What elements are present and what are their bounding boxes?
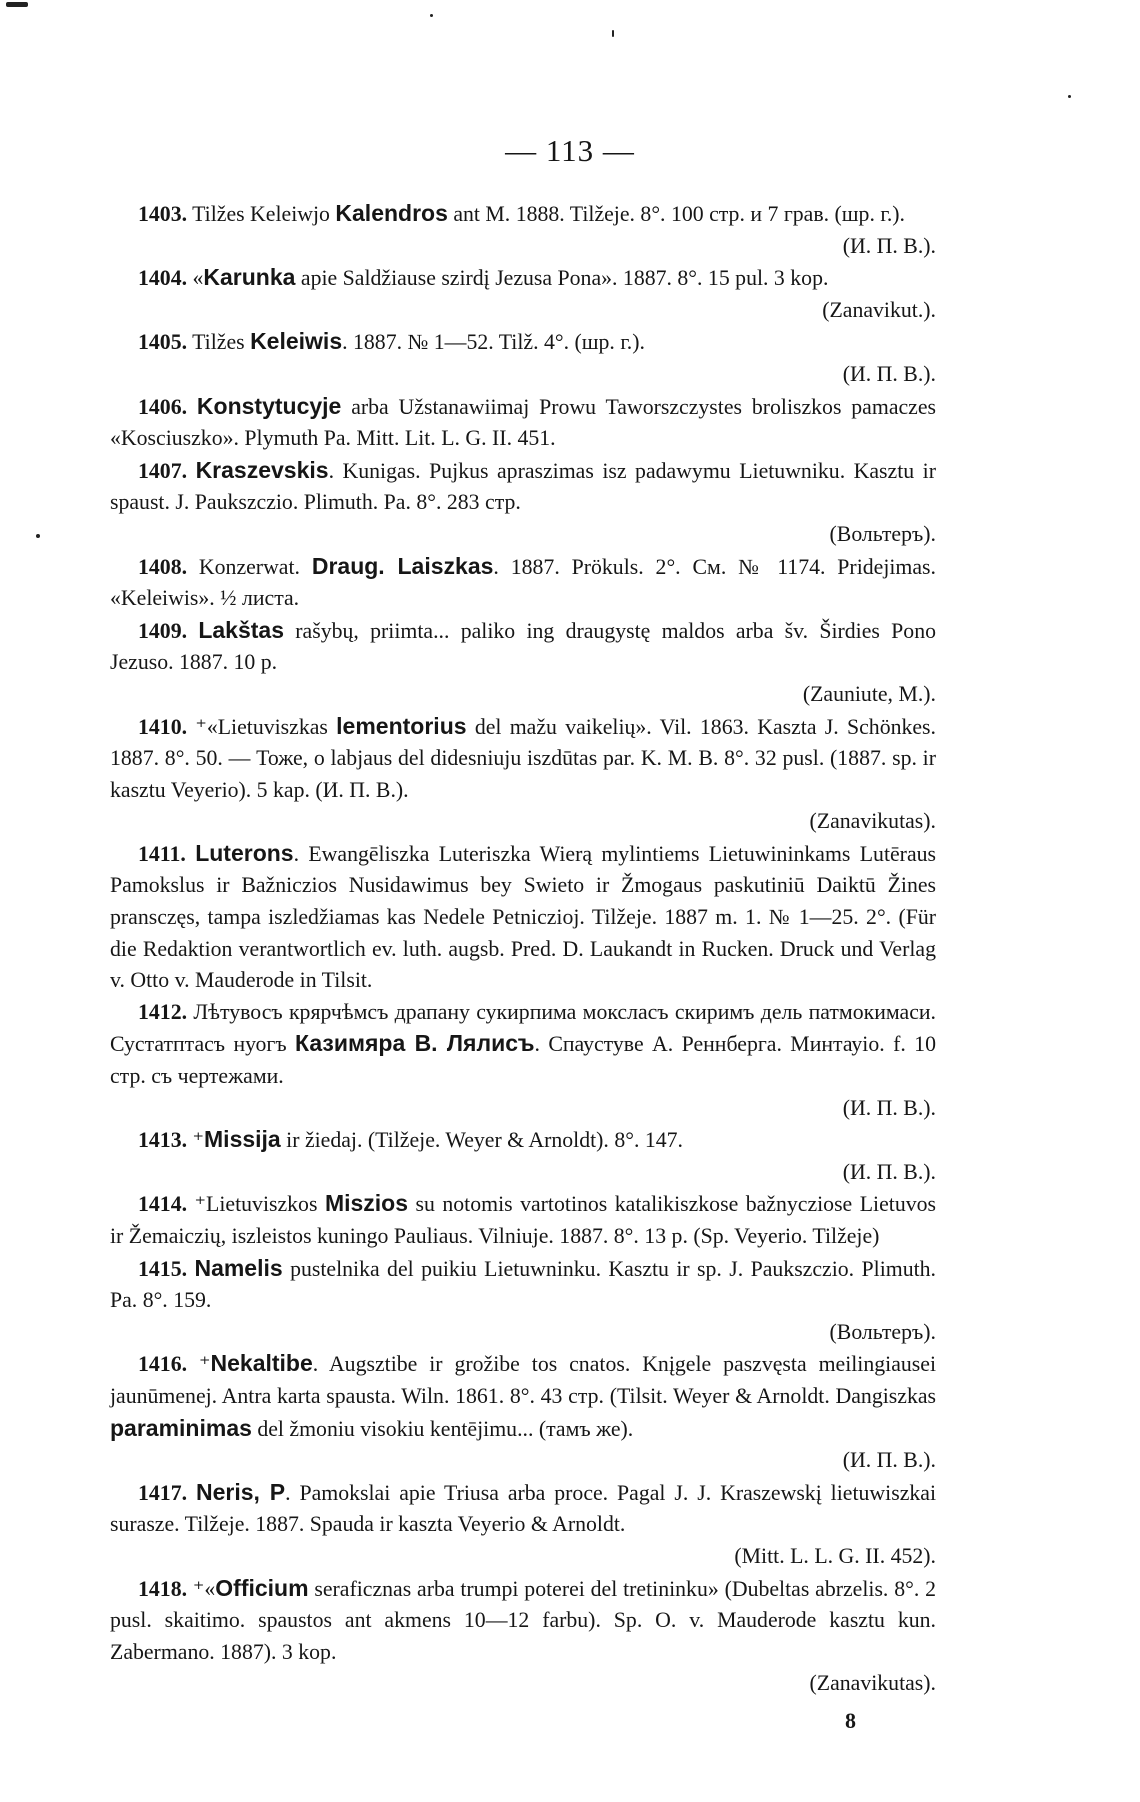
entry-description: seraficznas arba trumpi poterei del tretininku» (Dubeltas abrzelis. 8°. 2 pusl. skaitimo. spaustos ant akmens 10—12 farbu). Sp. O. v. Mauderode kasztu kun. Zabermano. 1887). 3 kop.: [110, 1576, 936, 1664]
entry-number: 1414.: [138, 1192, 188, 1217]
entry-number: 1407.: [138, 458, 188, 483]
bibliography-entry: [110, 198, 936, 262]
entry-description: pustelnika del puikiu Lietuwninku. Kasztu ir sp. J. Paukszczio. Plimuth. Pa. 8°. 159.: [110, 1256, 937, 1313]
entry-description: . Kunigas. Pujkus apraszimas isz padawymu Lietuwniku. Kasztu ir spaust. J. Paukszczio. Plimuth. Pa. 8°. 283 стр.: [110, 458, 936, 515]
bibliography-entry: [110, 391, 936, 455]
entry-prefix: Лѣтувосъ крярчѣмсъ драпану сукирпима моксласъ скиримъ дель патмокимаси. Сустатптасъ нуогъ: [110, 999, 936, 1057]
entry-text: [110, 711, 936, 807]
entry-title: Lakštas: [198, 616, 284, 643]
bibliography-entry: [110, 615, 936, 711]
entry-source: (И. П. В.).: [842, 1159, 936, 1184]
entry-source: (Zanavikutas).: [809, 809, 936, 834]
entry-number: 1410.: [138, 714, 188, 739]
entry-title: Draug. Laiszkas: [311, 552, 494, 579]
entry-description: del mažu vaikelių». Vil. 1863. Kaszta J. Schönkes. 1887. 8°. 50. — Тоже, o labjaus del didesniuju iszdūtas par. K. M. B. 8°. 32 pusl. (1887. sp. ir kasztu Veyerio). 5 kap. (И. П. В.).: [110, 714, 936, 802]
entry-title: Казимяра В. Лялисъ: [295, 1030, 535, 1057]
entry-prefix: ⁺: [198, 1352, 211, 1377]
entry-text: [110, 997, 936, 1093]
entry-prefix: ⁺: [192, 1128, 205, 1153]
entry-number: 1417.: [138, 1480, 188, 1505]
entry-source: (Zanavikutas).: [809, 1671, 936, 1696]
bibliography-entry: [110, 838, 936, 997]
entry-description: ir žiedaj. (Tilžeje. Weyer & Arnoldt). 8°. 147.: [280, 1128, 683, 1153]
entry-number: 1413.: [138, 1128, 188, 1153]
entry-description: . Pamokslai apie Triusa arba proce. Pagal J. J. Kraszewskį lietuwiszkai surasze. Tilžeje. 1887. Spauda ir kaszta Veyerio & Arnoldt.: [110, 1480, 936, 1537]
bibliography-entry: [110, 326, 936, 390]
entry-source: (И. П. В.).: [842, 361, 936, 386]
entry-source: (Mitt. L. L. G. II. 452).: [734, 1543, 936, 1568]
entry-number: 1411.: [138, 841, 186, 866]
entry-text: [110, 1124, 936, 1157]
entry-text: [110, 838, 936, 997]
entry-text: [110, 1573, 936, 1669]
entry-number: 1404.: [138, 266, 188, 291]
bibliography-entry: [110, 1188, 936, 1252]
entry-text: [110, 326, 936, 359]
entry-title: Kraszevskis: [195, 456, 329, 483]
entry-number: 1416.: [138, 1352, 188, 1377]
entry-source: (Вольтеръ).: [829, 1319, 936, 1344]
entry-prefix: Konzerwat.: [198, 554, 312, 579]
entry-text: [110, 1188, 936, 1252]
entry-number: 1408.: [138, 554, 188, 579]
entry-prefix: ⁺Lietuviszkos: [194, 1192, 325, 1217]
entry-prefix: ⁺«Lietuviszkas: [195, 714, 337, 739]
entry-description: apie Saldžiause szirdį Jezusa Pona». 1887. 8°. 15 pul. 3 kop.: [295, 266, 829, 291]
entry-number: 1412.: [138, 999, 188, 1024]
entry-source: (И. П. В.).: [842, 1448, 936, 1473]
print-speck: [612, 30, 614, 37]
entry-title: Konstytucyje: [196, 392, 342, 419]
entry-text: [110, 455, 936, 519]
entry-description: . Augsztibe ir grožibe tos cnatos. Knįgele paszvęsta meilingiausei jaunūmenej. Antra karta spausta. Wiln. 1861. 8°. 43 стр. (Tilsit. Weyer & Arnoldt. Dangiszkas: [110, 1352, 936, 1408]
entry-description: ant M. 1888. Tilžeje. 8°. 100 стр. и 7 грав. (шр. г.).: [447, 202, 905, 226]
entry-description: . Ewangēliszka Luteriszka Wierą mylintiems Lietuwininkams Lutēraus Pamokslus ir Bažniczios Nusidawimus bey Swieto ir Žmogaus paskutiniū Daiktū Žines pransczęs, tampa iszledžiamas kas Nedele Petniczioj. Tilžeje. 1887 m. 1. № 1—25. 2°. (Für die Redaktion verantwortlich ev. luth. augsb. Pred. D. Laukandt in Rucken. Druck und Verlag v. Otto v. Mauderode in Tilsit.: [110, 841, 937, 993]
entry-number: 1418.: [138, 1576, 188, 1601]
print-speck: [1068, 95, 1071, 98]
signature-mark: 8: [845, 1708, 856, 1733]
print-speck: [36, 534, 40, 538]
entry-title: Karunka: [203, 264, 296, 291]
entry-text: [110, 198, 936, 231]
entry-title: Officium: [215, 1574, 309, 1601]
entry-source: (Вольтеръ).: [829, 521, 936, 546]
entry-text: [110, 262, 936, 295]
entry-title: Kalendros: [335, 200, 448, 226]
bibliography-entry: [110, 997, 936, 1124]
bibliography-entry: [110, 1253, 936, 1349]
entry-text: [110, 615, 936, 679]
entry-number: 1403.: [138, 202, 188, 226]
bibliography-entry: [110, 262, 936, 326]
bibliography-entry: [110, 1477, 936, 1573]
entry-title: Missija: [204, 1126, 281, 1153]
entry-source: (Zanavikut.).: [822, 297, 936, 322]
entry-description: arba Užstanawiimaj Prowu Taworszczystes broliszkos pamaczes «Kosciuszko». Plymuth Pa. Mitt. Lit. L. G. II. 451.: [110, 394, 936, 451]
entry-number: 1415.: [138, 1256, 188, 1281]
entry-text: [110, 391, 936, 455]
entry-description: su notomis vartotinos katalikiszkose bažnycziose Lietuvos ir Žemaiczių, iszleistos kuningo Pauliaus. Vilniuje. 1887. 8°. 13 p. (Sp. Veyerio. Tilžeje): [110, 1192, 936, 1248]
entry-title: lementorius: [336, 712, 467, 739]
bibliography-entry: [110, 455, 936, 551]
entry-source: (И. П. В.).: [842, 1095, 936, 1120]
entry-tail: del žmoniu visokiu kentējimu... (тамъ же).: [251, 1416, 634, 1441]
print-speck: [6, 2, 28, 7]
bibliography-entry: [110, 711, 936, 838]
entry-title: Luterons: [195, 839, 294, 866]
entry-number: 1405.: [138, 330, 188, 355]
entry-text: [110, 1477, 936, 1541]
entry-description: . 1887. Prökuls. 2°. См. № 1174. Pridejimas. «Keleiwis». ½ листа.: [110, 554, 936, 611]
entry-title: Miszios: [324, 1190, 409, 1217]
entry-highlight: paraminimas: [110, 1414, 252, 1441]
entry-description: rašybų, priimta... paliko ing draugystę maldos arba šv. Širdies Pono Jezuso. 1887. 10 p.: [110, 618, 936, 675]
bibliography-entries: [110, 198, 936, 1700]
entry-prefix: ⁺«: [192, 1576, 216, 1601]
entry-number: 1406.: [138, 394, 188, 419]
entry-prefix: Tilžes: [192, 330, 251, 355]
entry-title: Namelis: [194, 1254, 283, 1281]
entry-source: (Zauniute, M.).: [802, 681, 936, 706]
entry-title: Nekaltibe: [210, 1350, 313, 1377]
bibliography-entry: [110, 1573, 936, 1700]
bibliography-entry: [110, 1124, 936, 1188]
entry-source: (И. П. В.).: [842, 233, 936, 258]
bibliography-entry: [110, 551, 936, 615]
entry-number: 1409.: [138, 618, 188, 643]
entry-text: [110, 1348, 936, 1445]
entry-description: . 1887. № 1—52. Tilž. 4°. (шр. г.).: [342, 330, 645, 355]
entry-title: Neris, P: [195, 1478, 286, 1505]
entry-prefix: «: [192, 266, 204, 291]
entry-description: . Спаустуве А. Реннберга. Минтауio. f. 10 стр. съ чертежами.: [110, 1032, 936, 1089]
page-number: — 113 —: [505, 133, 635, 168]
entry-text: [110, 551, 936, 615]
entry-prefix: Tilžes Keleiwjo: [192, 202, 336, 226]
entry-text: [110, 1253, 936, 1317]
print-speck: [430, 14, 433, 17]
bibliography-entry: [110, 1348, 936, 1476]
entry-title: Keleiwis: [250, 328, 343, 355]
